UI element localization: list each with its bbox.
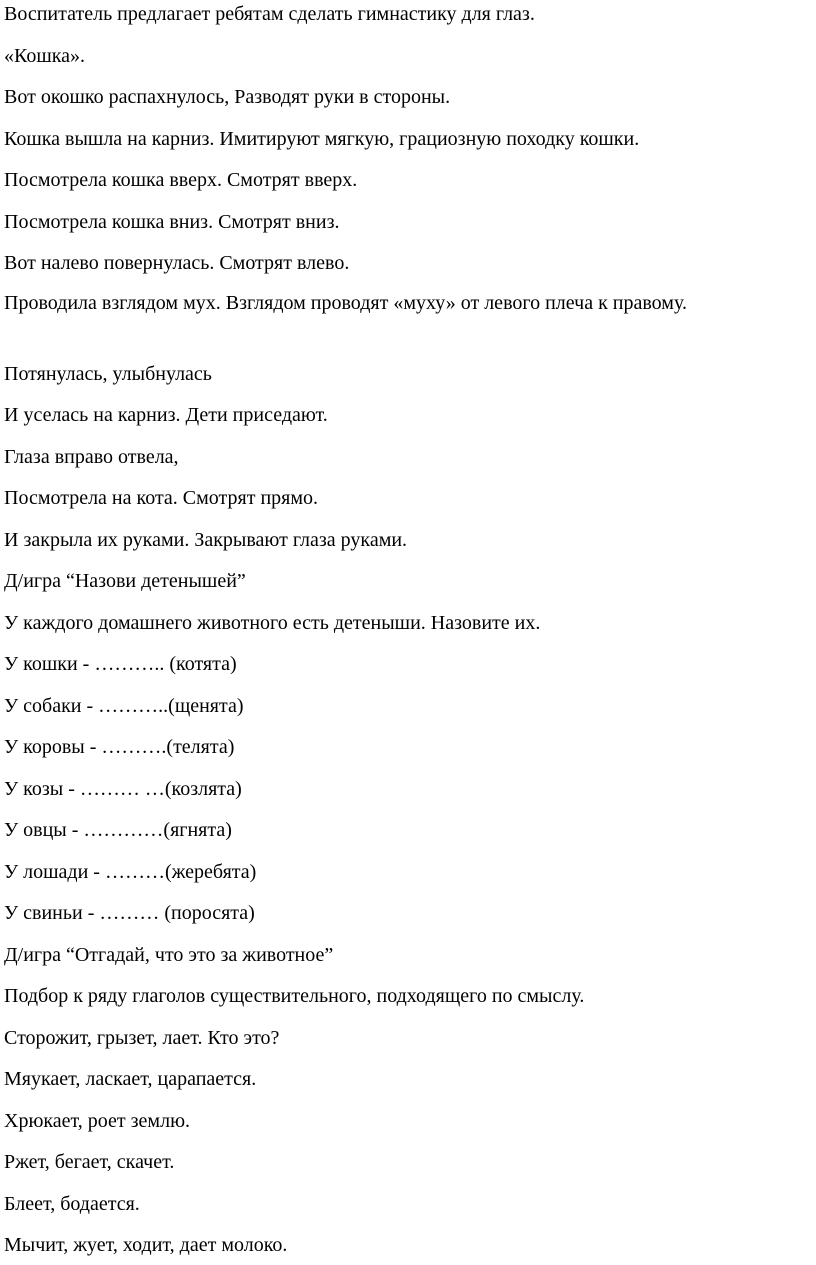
list-item: У коровы - ……….(телята) [4,736,235,758]
text-line: И уселась на карниз. Дети приседают. [4,404,328,426]
list-item: У лошади - ………(жеребята) [4,861,257,883]
text-line: У каждого домашнего животного есть детеныши. Назовите их. [4,612,541,634]
list-item: У кошки - ……….. (котята) [4,653,237,675]
riddle-line: Сторожит, грызет, лает. Кто это? [4,1027,280,1049]
text-line: Посмотрела кошка вниз. Смотрят вниз. [4,211,340,233]
text-line: И закрыла их руками. Закрывают глаза руками. [4,529,408,551]
text-line: Подбор к ряду глаголов существительного, подходящего по смыслу. [4,985,585,1007]
list-item: У козы - ……… …(козлята) [4,778,242,800]
text-line: Посмотрела на кота. Смотрят прямо. [4,487,319,509]
text-line: Вот окошко распахнулось, Разводят руки в стороны. [4,86,451,108]
riddle-line: Блеет, бодается. [4,1193,140,1215]
text-line: Глаза вправо отвела, [4,446,179,468]
text-line: Кошка вышла на карниз. Имитируют мягкую, грациозную походку кошки. [4,128,640,150]
riddle-line: Мычит, жует, ходит, дает молоко. [4,1234,288,1256]
riddle-line: Ржет, бегает, скачет. [4,1151,175,1173]
game-title: Д/игра “Отгадай, что это за животное” [4,944,334,966]
riddle-line: Хрюкает, роет землю. [4,1110,191,1132]
list-item: У овцы - …………(ягнята) [4,819,232,841]
exercise-title: «Кошка». [4,45,86,67]
text-paragraph: Проводила взглядом мух. Взглядом проводят «муху» от левого плеча к правому. [4,292,687,314]
list-item: У собаки - ………..(щенята) [4,695,244,717]
riddle-line: Мяукает, ласкает, царапается. [4,1068,257,1090]
text-line: Посмотрела кошка вверх. Смотрят вверх. [4,169,358,191]
list-item: У свиньи - ……… (поросята) [4,902,255,924]
intro-line: Воспитатель предлагает ребятам сделать гимнастику для глаз. [4,3,535,25]
text-line: Потянулась, улыбнулась [4,363,212,385]
game-title: Д/игра “Назови детенышей” [4,570,246,592]
text-line: Вот налево повернулась. Смотрят влево. [4,252,350,274]
